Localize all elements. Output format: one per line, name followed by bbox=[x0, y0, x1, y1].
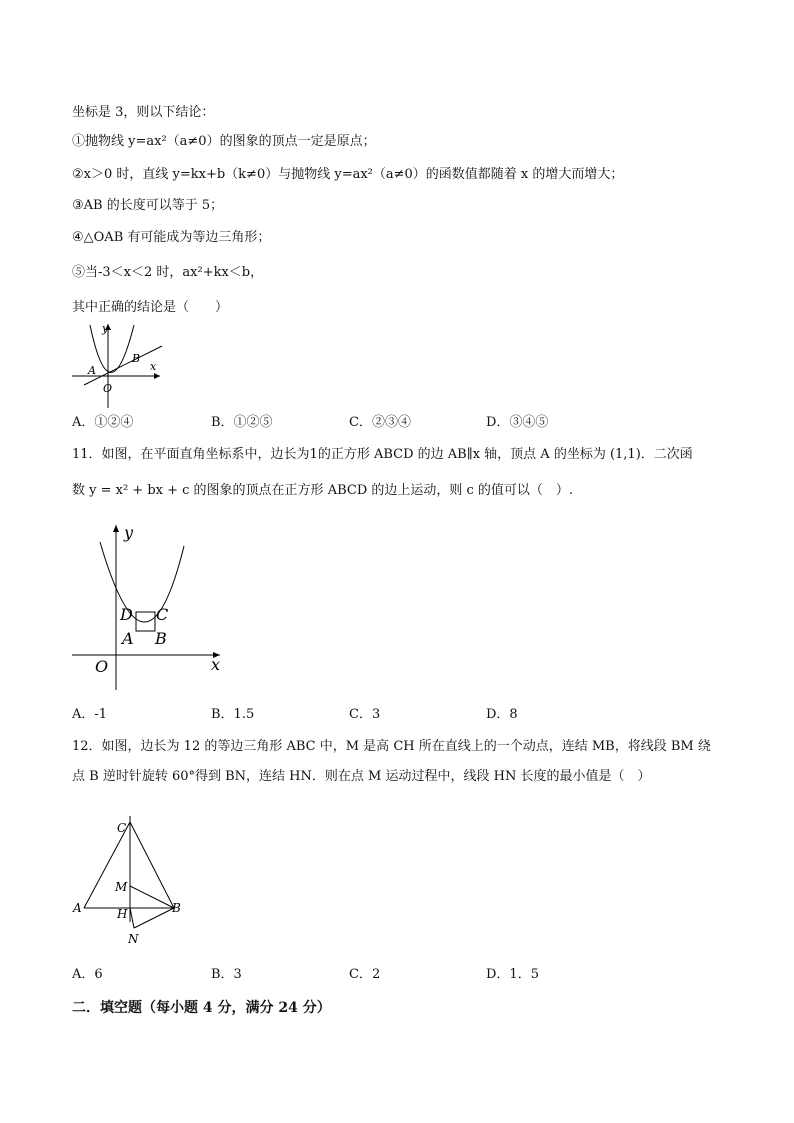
q12-option-c: C．2 bbox=[349, 967, 381, 982]
q11-label-B: B bbox=[155, 629, 167, 648]
q12-label-N: N bbox=[128, 932, 139, 946]
q10-statement-2: ②x＞0 时，直线 y=kx+b（k≠0）与抛物线 y=ax²（a≠0）的函数值都随着 x 的增大而增大； bbox=[72, 167, 624, 182]
q11-label-O: O bbox=[95, 657, 109, 676]
q11-line-2: 数 y = x² + bx + c 的图象的顶点在正方形 ABCD 的边上运动，则 c 的值可以（ ）. bbox=[72, 483, 574, 498]
q12-label-H: H bbox=[117, 907, 128, 921]
section-heading-fill-in: 二．填空题（每小题 4 分，满分 24 分） bbox=[72, 1000, 331, 1016]
q11-option-d: D．8 bbox=[486, 707, 518, 722]
q10-statement-4: ④△OAB 有可能成为等边三角形； bbox=[72, 230, 271, 245]
q12-label-B: B bbox=[172, 901, 181, 915]
q12-option-a: A．6 bbox=[72, 967, 103, 982]
q12-line-2: 点 B 逆时针旋转 60°得到 BN，连结 HN．则在点 M 运动过程中，线段 HN 长度的最小值是（ ） bbox=[72, 769, 651, 784]
q11-line-1: 11．如图，在平面直角坐标系中，边长为1的正方形 ABCD 的边 AB∥x 轴，顶点 A 的坐标为 (1,1)．二次函 bbox=[72, 447, 693, 462]
q11-figure bbox=[70, 520, 230, 695]
q12-option-d: D．1．5 bbox=[486, 967, 539, 982]
q11-option-c: C．3 bbox=[349, 707, 381, 722]
q12-figure bbox=[70, 812, 190, 952]
q10-label-y: y bbox=[102, 322, 109, 335]
q10-label-O: O bbox=[103, 382, 113, 395]
q12-line-1: 12．如图，边长为 12 的等边三角形 ABC 中，M 是高 CH 所在直线上的一个动点，连结 MB，将线段 BM 绕 bbox=[72, 739, 711, 754]
q11-option-a: A．-1 bbox=[72, 707, 108, 722]
q10-option-d: D．③④⑤ bbox=[486, 415, 549, 430]
q10-label-x: x bbox=[150, 360, 157, 373]
q10-option-b: B．①②⑤ bbox=[211, 415, 273, 430]
q12-option-b: B．3 bbox=[211, 967, 242, 982]
q11-option-b: B．1.5 bbox=[211, 707, 255, 722]
q12-label-A: A bbox=[73, 901, 82, 915]
q10-option-a: A．①②④ bbox=[72, 415, 134, 430]
q11-label-x: x bbox=[211, 655, 221, 674]
q10-statement-1: ①抛物线 y=ax²（a≠0）的图象的顶点一定是原点； bbox=[72, 134, 376, 149]
q10-figure bbox=[70, 320, 165, 410]
q12-label-M: M bbox=[115, 880, 128, 894]
q11-label-D: D bbox=[120, 605, 133, 624]
q10-label-B: B bbox=[132, 352, 141, 365]
q12-label-C: C bbox=[117, 821, 127, 835]
q10-statement-5: ⑤当-3＜x＜2 时，ax²+kx＜b， bbox=[72, 265, 264, 280]
q10-label-A: A bbox=[88, 364, 96, 377]
q11-label-y: y bbox=[124, 523, 134, 542]
q11-label-A: A bbox=[122, 629, 134, 648]
q11-label-C: C bbox=[156, 605, 169, 624]
q10-question: 其中正确的结论是（ ） bbox=[72, 300, 229, 315]
q10-option-c: C．②③④ bbox=[349, 415, 411, 430]
q10-statement-3: ③AB 的长度可以等于 5； bbox=[72, 198, 224, 213]
q10-intro: 坐标是 3，则以下结论： bbox=[72, 105, 215, 120]
